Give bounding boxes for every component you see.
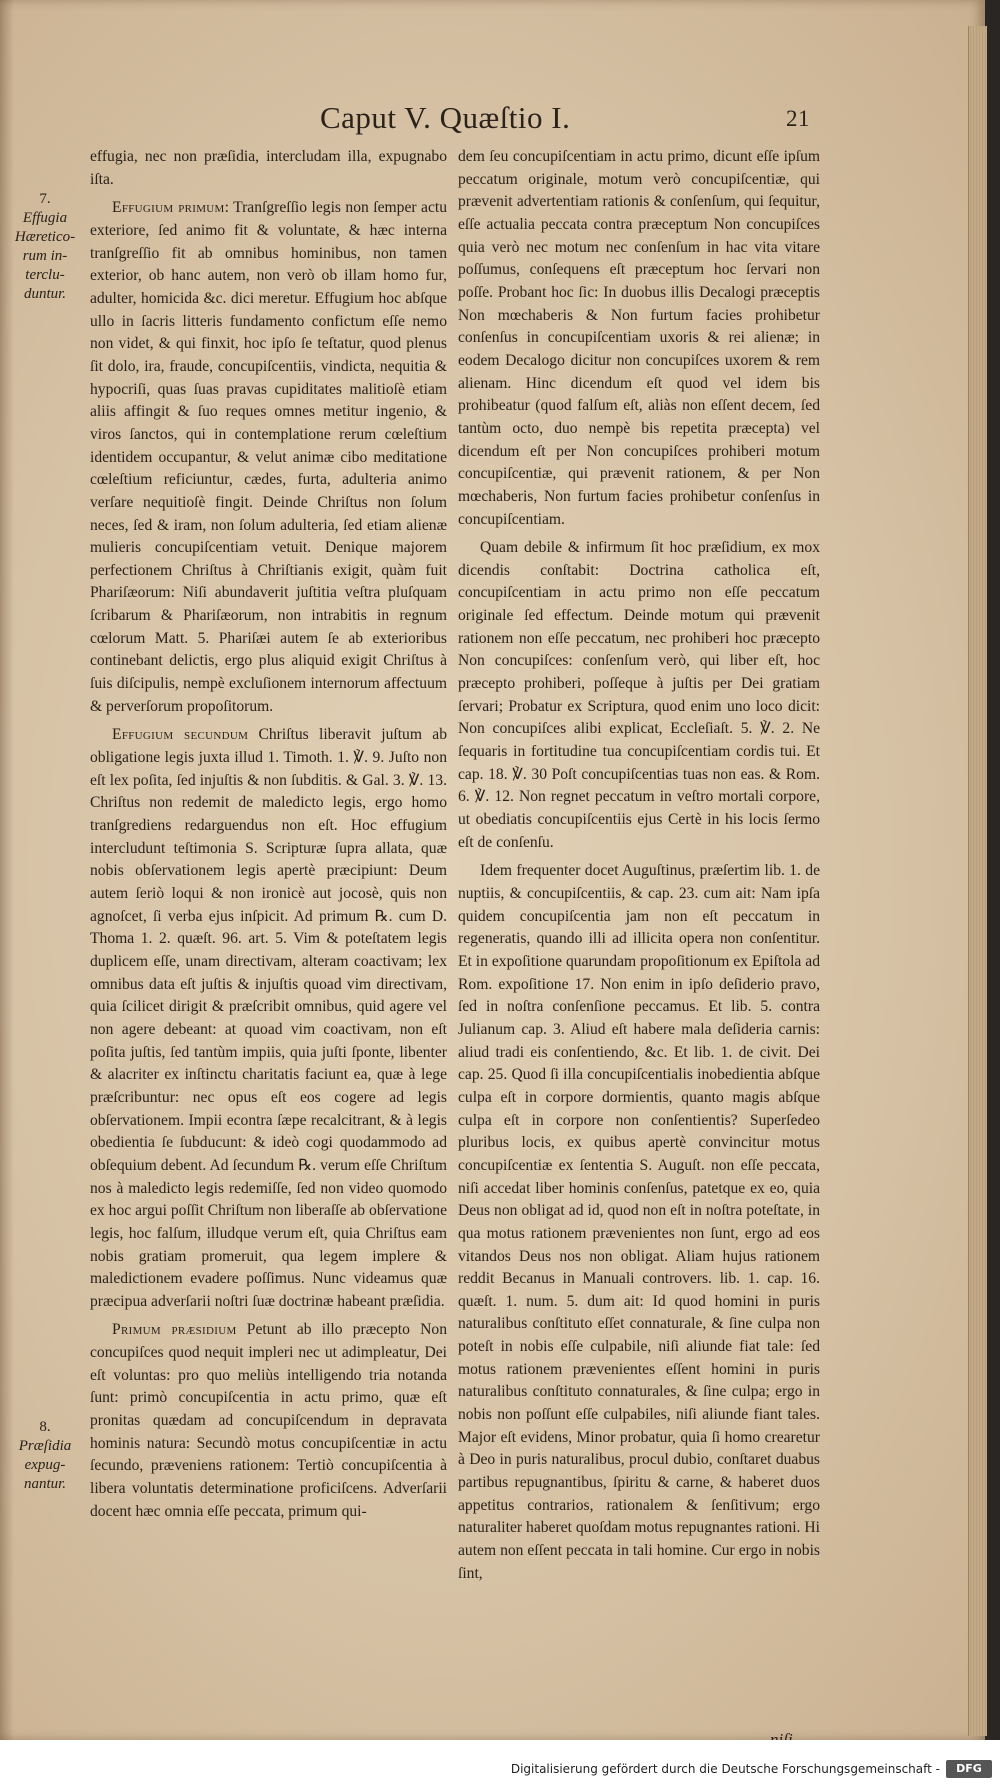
margin-note-8-text: Præſidia expug-nantur. [18,1438,72,1492]
margin-note-8-number: 8. [39,1419,51,1435]
left-paragraph-2-text: : Tranſgreſſio legis non ſemper actu exteriore, ſed animo fit & voluntate, & hæc interna tranſgreſſio fit ab omnibus hominibus, non tamen exterior, ob hanc autem, non verò ob illam homo fur, adulter, homicida &c. dici meretur. Effugium hoc abſque ullo in ſacris litteris fundamento confictum eſſe nemo non videt, & qui finxit, hoc ipſo ſe teſtatur, quod plenus ſit dolo, ira, fraude, concupiſcentiis, vindicta, nequitia & hypocriſi, quas ſuas pravas cupiditates malitioſè etiam aliis affingit & ſuo reques omnes metitur ingenio, & viros ſanctos, qui in contemplatione rerum cœleſtium identidem occupantur, & velut animæ cibo meditatione cœleſtium reficiuntur, cædes, furta, adulteria animo verſare nequitioſè fingit. Deinde Chriſtus non ſolum neces, ſed & iram, non ſolum adulteria, ſed etiam alienæ mulieris concupiſcentiam vetuit. Denique majorem perfectionem Chriſtus à Chriſtianis exigit, quàm fuit Phariſæorum: Niſi abundaverit juſtitia veſtra pluſquam ſcribarum & Phariſæorum, non intrabitis in regnum cœlorum Matt. 5. Phariſæi autem ſe ab exterioribus continebant delictis, ergo plus aliquid exigit Chriſtus à ſuis diſcipulis, nempè excluſionem internorum affectuum & perverſorum propoſitorum. [90,199,448,715]
gutter-shadow [0,0,14,1740]
left-column [90,146,447,1529]
effugium-primum-heading: Effugium primum [112,199,225,217]
right-paragraph-2: Quam debile & infirmum ſit hoc præſidium, ex mox dicendis conſtabit: Doctrina catholica eſt, concupiſcentiam in actu primo non eſſe peccatum originale ſed effectum. Deinde motum qui prævenit rationem non eſſe peccatum, nec prohiberi hoc præcepto Non concupiſces: conſenſum verò, qui liber eſt, hoc præcepto prohiberi, poſſeque à juſtis per Dei gratiam ſervari; Probatur ex Scriptura, quod enim uno loco dicit: Non concupiſces alibi explicat, Eccleſiaſt. 5. ℣. 2. Ne ſequaris in fortitudine tua concupiſcentiam cordis tui. Et cap. 18. ℣. 30 Poſt concupiſcentias tuas non eas. & Rom. 6. ℣. 12. Non regnet peccatum in veſtro mortali corpore, ut obediatis concupiſcentiis ejus Certè in his locis ſermo eſt de conſenſu. [458,539,820,851]
margin-note-7-text: Effugia Hæretico-rum in-terclu-duntur. [14,210,76,302]
effugium-secundum-heading: Effugium secundum [112,726,249,744]
margin-note-7-number: 7. [39,191,51,207]
digitization-footer [0,1740,1000,1787]
primum-praesidium-heading: Primum præsidium [112,1321,237,1339]
left-paragraph-4-text: Petunt ab illo præcepto Non concupiſces quod nequit impleri nec ut adimpleatur, Dei eſt voluntas: pro quo meliùs intelligendo tria notanda ſunt: primò concupiſcentia in actu primo, quæ eſt pronitas quædam ad concupiſcendum in depravata hominis natura: Secundò motus concupiſcentiæ in actu ſecundo, præveniens rationem: Tertiò concupiſcentia à libera voluntatis determinatione proficiſcens. Adverſarii docent hæc omnia eſſe peccata, primum qui- [90,1321,447,1520]
running-title: Caput V. Quæſtio I. [320,100,571,135]
footer-credit: Digitalisierung gefördert durch die Deutsche Forschungsgemeinschaft - [510,1762,940,1776]
left-paragraph-3-text: Chriſtus liberavit juſtum ab obligatione legis juxta illud 1. Timoth. 1. ℣. 9. Juſto non eſt lex poſita, ſed injuſtis & non ſubditis. & Gal. 3. ℣. 13. Chriſtus non redemit de maledicto legis, ergo homo tranſgrediens redarguendus non eſt. Hoc effugium intercludunt teſtimonia S. Scripturæ ſupra allata, quæ nobis obſervationem legis apertè præcipiunt: Deum autem ſeriò loqui & non ironicè aut jocosè, quis non agnoſcet, ſi verba ejus inſpicit. Ad primum ℞. cum D. Thoma 1. 2. quæſt. 96. art. 5. Vim & poteſtatem legis duplicem eſſe, unam directivam, alteram coactivam; lex omnibus data eſt juſtis & injuſtis quoad vim directivam, quia ſcilicet dirigit & præſcribit omnibus, quid agere vel non agere debeant: at quoad vim coactivam, non eſt poſita juſtis, ſed tantùm impiis, quia juſti ſponte, libenter & alacriter ex inſtinctu charitatis faciunt ea, quæ à lege præſcribuntur: nec opus eſt eos cogere ad legis obſervationem. Impii econtra ſæpe recalcitrant, & à legis obedientia ſe ſubducunt: & ideò cogi quodammodo ad obſequium debent. Ad ſecundum ℞. verum eſſe Chriſtum nos à maledicto legis redemiſſe, ſed non video quomodo ex hoc argui poſſit Chriſtum non liberaſſe ab obſervatione legis, hoc falſum, illudque verum eſt, quia Chriſtus eam nobis gratiam promeruit, qua legem implere & maledictionem evadere poſſimus. Nunc videamus quæ præcipua adverſarii noſtri ſuæ doctrinæ habeant præſidia. [90,726,447,1310]
left-paragraph-1: effugia, nec non præſidia, intercludam illa, expugnabo iſta. [90,148,447,188]
right-paragraph-1: dem ſeu concupiſcentiam in actu primo, dicunt eſſe ipſum peccatum originale, motum verò concupiſcentiæ, qui prævenit advertentiam rationis & conſenſum, qui ſequitur, eſſe actualia peccata contra præceptum Non concupiſces quia verò nec motum nec conſenſum in hac vita vitare poſſumus, conſequens eſt præceptum hoc ſervari non poſſe. Probant hoc ſic: In duobus illis Decalogi præceptis Non mœchaberis & Non furtum facies prohibetur conſenſus in concupiſcentiam uxoris & rei alienæ; in eodem Decalogo dicitur non concupiſces uxorem & rem alienam. Hinc dicendum eſt quod vel idem bis prohibeatur (quod falſum eſt, aliàs non eſſent decem, ſed tantùm octo, duo nempè bis repetita præcepta) vel dicendum eſt per Non concupiſces prohiberi motum concupiſcentiæ, qui prævenit rationem, & per Non mœchaberis, Non furtum facies prohibetur conſenſus in concupiſcentiam. [458,148,820,528]
page-edges [968,26,987,1736]
right-column [458,146,820,1591]
left-paragraph-4 [90,1319,447,1523]
running-header [320,100,840,144]
page-number: 21 [786,106,810,131]
right-paragraph-3: Idem frequenter docet Auguſtinus, præſertim lib. 1. de nuptiis, & concupiſcentiis, & cap. 23. cum ait: Nam ipſa quidem concupiſcentia jam non eſt peccatum in regeneratis, quando illi ad illicita opera non conſentitur. Et in expoſitione quarundam propoſitionum ex Epiſtola ad Rom. expoſitione 17. Non enim in ipſo deſiderio pravo, ſed in noſtra conſenſione peccamus. Et lib. 5. contra Julianum cap. 3. Aliud eſt habere mala deſideria carnis: aliud tradi eis conſentiendo, &c. Et lib. 1. de civit. Dei cap. 25. Quod ſi illa concupiſcentialis inobedientia abſque culpa eſt in corpore dormientis, quanto magis abſque culpa eſt in corpore non conſentientis? Superſedeo pluribus locis, ex quibus apertè convincitur motus concupiſcentiæ ex ſententia S. Auguſt. non eſſe peccata, niſi accedat liber hominis conſenſus, patetque ex eo, quia Deus non obligat ad id, quod non eſt in noſtra poteſtate, in qua motus rationem prævenientes non ſunt, ergo ad eos vitandos Deus nos non obligat. Aliam hujus rationem reddit Becanus in Manuali controvers. lib. 1. cap. 16. quæſt. 1. num. 5. dum ait: Id quod homini in puris naturalibus conſtituto eſſet connaturale, & ſine culpa non poteſt in nobis eſſe culpabile, niſi aliunde fiat tale: ſed motus rationem prævenientes eſſent homini in puris naturalibus conſtituto connaturales, & ſine culpa; ergo in nobis non poſſunt eſſe culpabiles, niſi aliunde fiant tales. Major eſt evidens, Minor probatur, quia ſi homo crearetur à Deo in puris naturalibus, procul dubio, conſtaret duabus partibus repugnantibus, ſpiritu & carne, & haberet duos appetitus contrarios, rationalem & ſenſitivum; ergo naturaliter haberet quoſdam motus repugnantes rationi. Hi autem non eſſent peccata in tali homine. Cur ergo in nobis ſint, [458,862,820,1582]
left-paragraph-3 [90,724,447,1313]
left-paragraph-2 [90,197,447,718]
margin-note-8 [14,1418,76,1494]
margin-note-7 [14,190,76,304]
dfg-logo-badge: DFG [946,1760,992,1778]
